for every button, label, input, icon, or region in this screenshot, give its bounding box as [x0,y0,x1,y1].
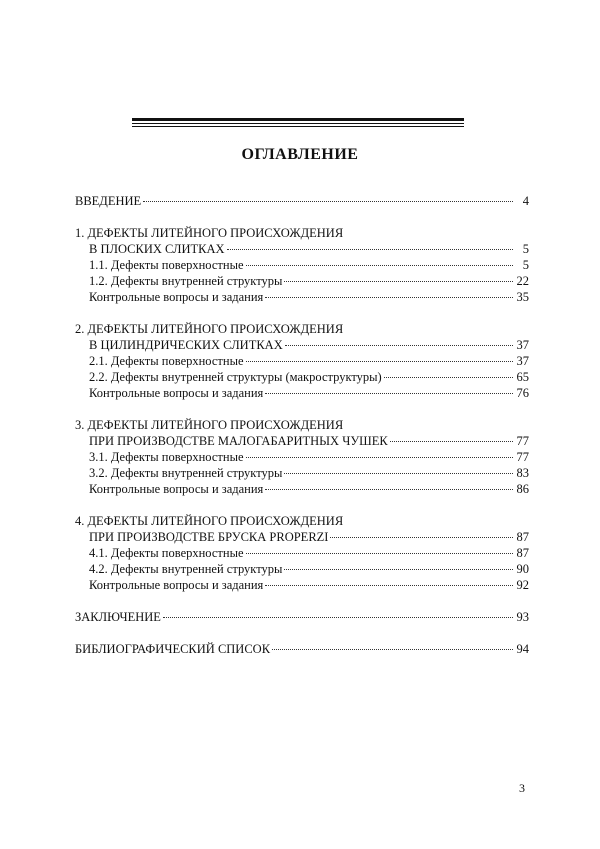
toc-entry-text: ПРИ ПРОИЗВОДСТВЕ БРУСКА PROPERZI [89,530,329,544]
toc-entry-page: 87 [516,530,529,544]
toc-entry[interactable] [75,385,529,401]
toc-entry[interactable] [75,353,529,369]
toc-entry[interactable] [75,449,529,465]
toc-entry-chapter[interactable] [75,433,529,449]
toc-entry-text: Контрольные вопросы и задания [89,290,264,304]
dot-leader [246,457,513,458]
dot-leader [272,649,513,650]
dot-leader [284,569,513,570]
toc-entry-bibliography[interactable] [75,641,529,657]
toc-entry-text: 1.1. Дефекты поверхностные [89,258,244,272]
toc-entry-page: 94 [516,642,529,656]
toc-entry-page: 5 [522,258,529,272]
toc-entry[interactable] [75,545,529,561]
toc-entry-intro[interactable] [75,193,529,209]
toc-entry-text: 2.1. Дефекты поверхностные [89,354,244,368]
toc-entry-text: 1.2. Дефекты внутренней структуры [89,274,283,288]
toc-entry[interactable] [75,577,529,593]
toc-entry-page: 93 [516,610,529,624]
toc-entry[interactable] [75,481,529,497]
dot-leader [390,441,513,442]
toc-entry-text: 4.1. Дефекты поверхностные [89,546,244,560]
toc-entry[interactable] [75,257,529,273]
toc-entry-page: 83 [516,466,529,480]
toc-entry-text: 4.2. Дефекты внутренней структуры [89,562,283,576]
toc-chapter-1 [75,225,529,305]
chapter-heading: 4. ДЕФЕКТЫ ЛИТЕЙНОГО ПРОИСХОЖДЕНИЯ [75,514,344,528]
toc-entry-text: 3.2. Дефекты внутренней структуры [89,466,283,480]
toc-entry-page: 92 [516,578,529,592]
toc-entry-page: 86 [516,482,529,496]
toc-entry-page: 65 [516,370,529,384]
toc-entry-text: В ЦИЛИНДРИЧЕСКИХ СЛИТКАХ [89,338,283,352]
toc-entry-page: 35 [516,290,529,304]
toc-entry-page: 87 [516,546,529,560]
page-title: ОГЛАВЛЕНИЕ [241,146,359,163]
toc-entry-page: 77 [516,434,529,448]
dot-leader [284,281,513,282]
dot-leader [265,297,513,298]
toc-entry-page: 37 [516,338,529,352]
table-of-contents [75,193,529,657]
toc-entry-chapter[interactable] [75,241,529,257]
toc-entry-text: ЗАКЛЮЧЕНИЕ [75,610,161,624]
toc-entry[interactable] [75,561,529,577]
toc-entry-text: Контрольные вопросы и задания [89,482,264,496]
dot-leader [265,585,513,586]
toc-entry[interactable] [75,289,529,305]
page-number: 3 [519,781,525,795]
toc-chapter-3 [75,417,529,497]
toc-entry[interactable] [75,465,529,481]
toc-entry-page: 4 [522,194,529,208]
dot-leader [246,361,513,362]
toc-entry-text: 2.2. Дефекты внутренней структуры (макроструктуры) [89,370,382,384]
dot-leader [246,265,513,266]
toc-entry-text: Контрольные вопросы и задания [89,578,264,592]
toc-entry-page: 5 [522,242,529,256]
toc-entry[interactable] [75,369,529,385]
toc-entry-chapter[interactable] [75,529,529,545]
toc-entry-chapter[interactable] [75,337,529,353]
toc-entry-text: Контрольные вопросы и задания [89,386,264,400]
dot-leader [285,345,513,346]
chapter-heading: 3. ДЕФЕКТЫ ЛИТЕЙНОГО ПРОИСХОЖДЕНИЯ [75,418,344,432]
dot-leader [265,489,513,490]
toc-entry-text: В ПЛОСКИХ СЛИТКАХ [89,242,225,256]
toc-entry[interactable] [75,273,529,289]
dot-leader [227,249,513,250]
toc-chapter-4 [75,513,529,593]
toc-entry-conclusion[interactable] [75,609,529,625]
toc-entry-text: ПРИ ПРОИЗВОДСТВЕ МАЛОГАБАРИТНЫХ ЧУШЕК [89,434,388,448]
toc-entry-text: БИБЛИОГРАФИЧЕСКИЙ СПИСОК [75,642,271,656]
toc-entry-text: ВВЕДЕНИЕ [75,194,142,208]
dot-leader [284,473,513,474]
toc-entry-text: 3.1. Дефекты поверхностные [89,450,244,464]
dot-leader [246,553,513,554]
dot-leader [330,537,513,538]
toc-entry-page: 22 [516,274,529,288]
dot-leader [163,617,513,618]
toc-entry-page: 90 [516,562,529,576]
toc-chapter-2 [75,321,529,401]
toc-entry-page: 37 [516,354,529,368]
toc-entry-page: 76 [516,386,529,400]
chapter-heading: 1. ДЕФЕКТЫ ЛИТЕЙНОГО ПРОИСХОЖДЕНИЯ [75,226,344,240]
dot-leader [265,393,513,394]
chapter-heading: 2. ДЕФЕКТЫ ЛИТЕЙНОГО ПРОИСХОЖДЕНИЯ [75,322,344,336]
dot-leader [384,377,513,378]
toc-entry-page: 77 [516,450,529,464]
dot-leader [143,201,513,202]
decorative-top-rule [132,118,464,127]
